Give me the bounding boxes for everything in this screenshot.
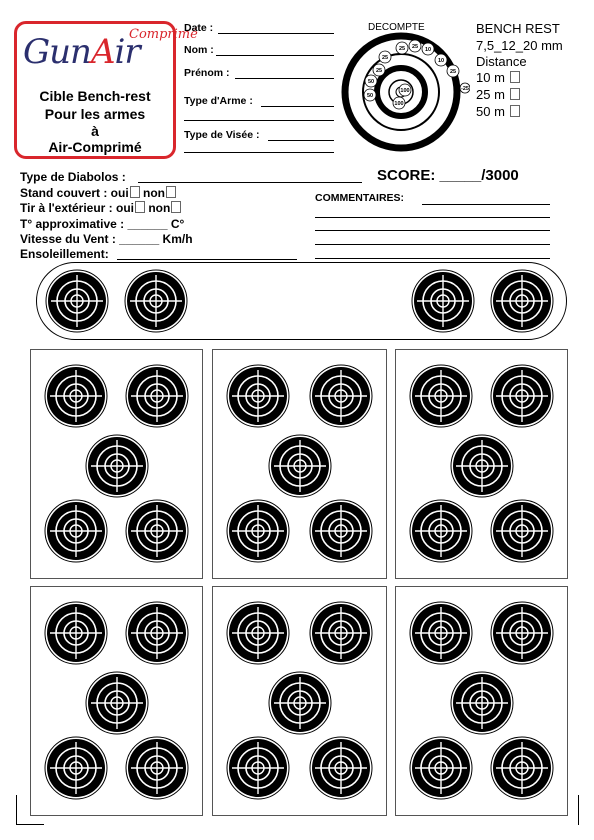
target-bullseye xyxy=(309,364,373,428)
stand-oui-checkbox[interactable] xyxy=(130,186,140,198)
target-bullseye xyxy=(309,601,373,665)
target-bullseye xyxy=(226,736,290,800)
comments-line-3[interactable] xyxy=(315,230,550,231)
decompte-title: DECOMPTE xyxy=(368,22,425,33)
decompte-val-5: 25 xyxy=(375,68,383,74)
target-bullseye xyxy=(490,269,554,333)
target-bullseye xyxy=(490,499,554,563)
decompte-val-0: 25 xyxy=(398,46,406,52)
bench-title: BENCH REST xyxy=(476,21,560,36)
decompte-val-10: 25 xyxy=(449,69,457,75)
distance-10m[interactable]: 10 m xyxy=(476,70,520,86)
distance-25m[interactable]: 25 m xyxy=(476,87,520,103)
target-bullseye xyxy=(450,434,514,498)
target-bullseye xyxy=(125,499,189,563)
wind-row[interactable]: Vitesse du Vent : ______ Km/h xyxy=(20,232,193,246)
target-bullseye xyxy=(44,499,108,563)
nom-label: Nom : xyxy=(184,44,214,56)
corner-mark xyxy=(578,795,579,825)
target-bullseye xyxy=(268,671,332,735)
target-bullseye xyxy=(409,499,473,563)
type-visee-label: Type de Visée : xyxy=(184,129,260,141)
distance-10m-checkbox[interactable] xyxy=(510,71,520,83)
decompte-val-3: 10 xyxy=(437,58,445,64)
nom-field[interactable] xyxy=(216,55,334,56)
diabolos-field[interactable] xyxy=(138,182,362,183)
bench-calibers: 7,5_12_20 mm xyxy=(476,38,563,53)
target-bullseye xyxy=(45,269,109,333)
target-bullseye xyxy=(490,736,554,800)
logo-mark: GunAir xyxy=(23,32,140,72)
target-bullseye xyxy=(411,269,475,333)
type-arme-field[interactable] xyxy=(261,106,334,107)
stand-row: Stand couvert : oui non xyxy=(20,186,176,200)
target-bullseye xyxy=(125,364,189,428)
corner-mark xyxy=(16,824,44,825)
target-bullseye xyxy=(268,434,332,498)
date-label: Date : xyxy=(184,22,214,34)
distance-25m-checkbox[interactable] xyxy=(510,88,520,100)
comments-line-2[interactable] xyxy=(315,217,550,218)
logo-line-2: Pour les armes xyxy=(44,106,146,122)
target-bullseye xyxy=(44,364,108,428)
target-bullseye xyxy=(409,364,473,428)
target-bullseye xyxy=(409,601,473,665)
decompte-val-9: 100 xyxy=(394,101,404,107)
target-bullseye xyxy=(125,601,189,665)
sunshine-label: Ensoleillement: xyxy=(20,247,109,261)
type-visee-field[interactable] xyxy=(268,140,334,141)
prenom-label: Prénom : xyxy=(184,67,230,79)
target-bullseye xyxy=(309,736,373,800)
date-field[interactable] xyxy=(218,33,334,34)
distance-label: Distance xyxy=(476,54,527,69)
decompte-val-11: -25 xyxy=(461,86,469,92)
decompte-val-2: 10 xyxy=(424,47,432,53)
comments-line-1[interactable] xyxy=(422,204,550,205)
logo-line-3: à xyxy=(91,123,99,139)
distance-50m[interactable]: 50 m xyxy=(476,104,520,120)
decompte-val-4: 25 xyxy=(381,55,389,61)
logo-line-1: Cible Bench-rest xyxy=(39,88,151,104)
temperature-row[interactable]: T° approximative : ______ C° xyxy=(20,217,185,231)
target-bullseye xyxy=(226,364,290,428)
comments-label: COMMENTAIRES: xyxy=(315,192,405,204)
target-bullseye xyxy=(226,499,290,563)
type-arme-field-2[interactable] xyxy=(184,120,334,121)
decompte-val-6: 50 xyxy=(367,79,375,85)
decompte-diagram xyxy=(335,30,470,152)
target-bullseye xyxy=(124,269,188,333)
target-bullseye xyxy=(44,601,108,665)
target-bullseye xyxy=(309,499,373,563)
target-bullseye xyxy=(226,601,290,665)
decompte-val-8: 100 xyxy=(400,88,410,94)
target-bullseye xyxy=(125,736,189,800)
logo xyxy=(14,21,198,159)
comments-line-4[interactable] xyxy=(315,244,550,245)
sighter-strip xyxy=(36,262,567,340)
target-bullseye xyxy=(85,671,149,735)
comments-line-5[interactable] xyxy=(315,258,550,259)
stand-non-checkbox[interactable] xyxy=(166,186,176,198)
score-label: SCORE: _____/3000 xyxy=(377,167,519,184)
target-bullseye xyxy=(44,736,108,800)
diabolos-label: Type de Diabolos : xyxy=(20,170,126,184)
decompte-val-7: 50 xyxy=(366,93,374,99)
target-bullseye xyxy=(409,736,473,800)
target-bullseye xyxy=(85,434,149,498)
tir-non-checkbox[interactable] xyxy=(171,201,181,213)
logo-line-4: Air-Comprimé xyxy=(48,139,142,155)
corner-mark xyxy=(16,795,17,825)
type-arme-label: Type d'Arme : xyxy=(184,95,253,107)
prenom-field[interactable] xyxy=(235,78,334,79)
sunshine-field[interactable] xyxy=(117,259,297,260)
target-bullseye xyxy=(450,671,514,735)
target-bullseye xyxy=(490,364,554,428)
decompte-val-1: 25 xyxy=(411,44,419,50)
tir-oui-checkbox[interactable] xyxy=(135,201,145,213)
target-bullseye xyxy=(490,601,554,665)
logo-subtitle: Comprimé xyxy=(129,27,198,42)
type-visee-field-2[interactable] xyxy=(184,152,334,153)
tir-row: Tir à l'extérieur : oui non xyxy=(20,201,181,215)
distance-50m-checkbox[interactable] xyxy=(510,105,520,117)
